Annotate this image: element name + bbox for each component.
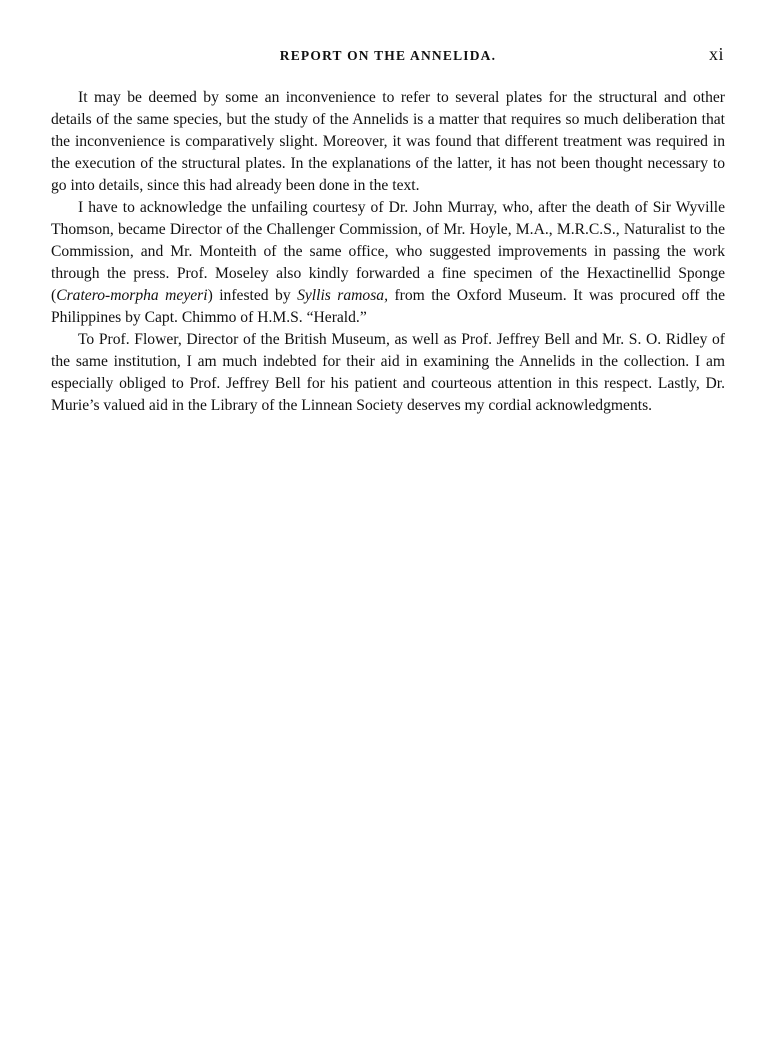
running-head [52, 44, 724, 66]
paragraph-text: ) infested by [207, 287, 298, 304]
running-title: REPORT ON THE ANNELIDA. [279, 48, 497, 63]
species-name-syllis: Syllis ramosa, [297, 287, 388, 304]
paragraph-british-museum: To Prof. Flower, Director of the British Museum, as well as Prof. Jeffrey Bell and Mr. S. O. Ridley of the same institution, I am much indebted for their aid in examining the Annelids in the collection. I am especially obliged to Prof. Jeffrey Bell for his patient and courteous attention in this respect. Lastly, Dr. Murie’s valued aid in the Library of the Linnean Society deserves my cordial acknowledgments. [51, 331, 725, 414]
paragraph-text: from the Oxford Museum. It was procured off the Philippines by Capt. Chimmo of H.M.S. “Herald.” [51, 287, 725, 326]
page-number: xi [708, 44, 724, 64]
body-text [51, 87, 725, 417]
paragraph-text: I have to acknowledge the unfailing courtesy of Dr. John Murray, who, after the death of Sir Wyville Thomson, became Director of the Challenger Commission, of Mr. Hoyle, M.A., M.R.C.S., Naturalist to the Commission, and Mr. Monteith of the same office, who suggested improvements in passing the work through the press. Prof. Moseley also kindly forwarded a fine specimen of the Hexactinellid Sponge ( [51, 199, 725, 304]
species-name-crateromorpha: Cratero-morpha meyeri [56, 287, 208, 304]
paragraph-acknowledgments [51, 197, 725, 329]
paragraph-plates: It may be deemed by some an inconvenience to refer to several plates for the structural and other details of the same species, but the study of the Annelids is a matter that requires so much deliberation that the inconvenience is comparatively slight. Moreover, it was found that different treatment was required in the execution of the structural plates. In the explanations of the latter, it has not been thought necessary to go into details, since this had already been done in the text. [51, 89, 725, 194]
